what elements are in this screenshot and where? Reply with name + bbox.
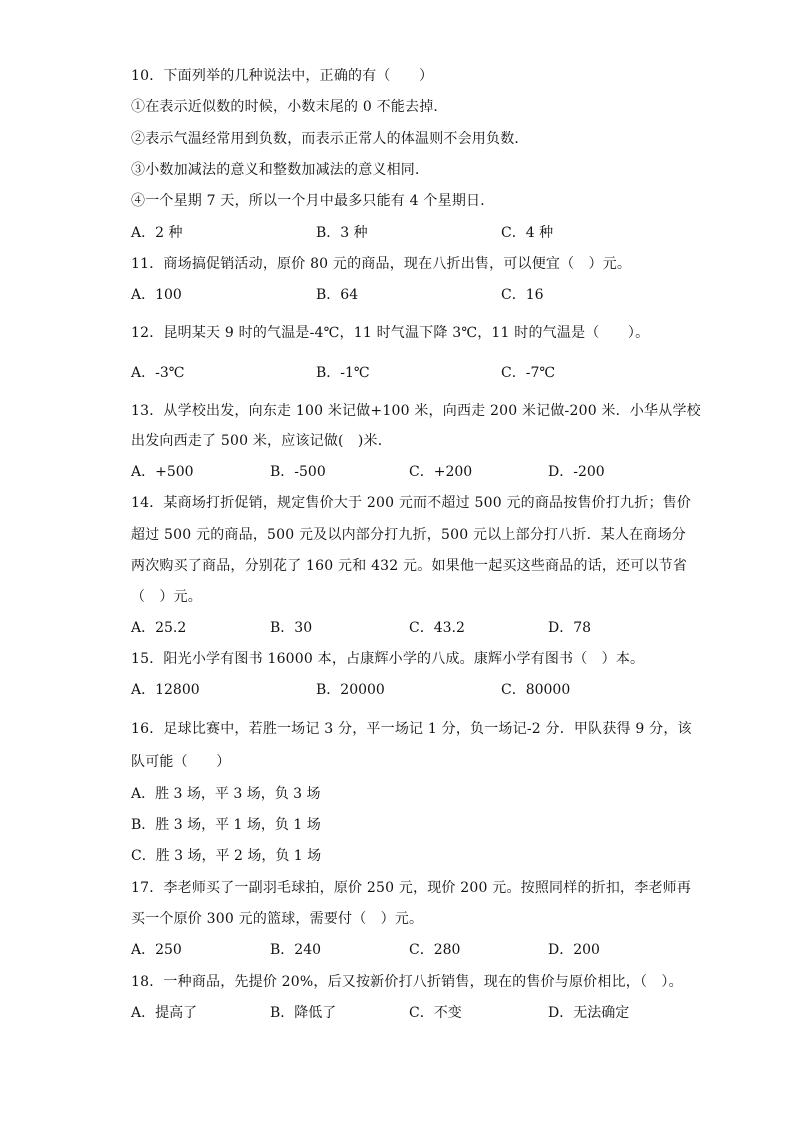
q14-line-4: （ ）元。 [131,589,202,605]
q10-statement-4: ④一个星期 7 天，所以一个月中最多只能有 4 个星期日． [131,193,495,209]
q12-option-a: A．-3℃ [131,365,185,381]
q13-option-d: D．-200 [548,464,605,480]
q14-option-a: A．25.2 [131,620,187,636]
q16-line-2: 队可能（ ） [131,754,231,770]
q18-option-a: A．提高了 [131,1005,198,1021]
q10-option-b: B．3 种 [316,225,368,241]
q17-option-c: C．280 [409,942,461,958]
q12-option-c: C．-7℃ [501,365,556,381]
q12-stem: 12．昆明某天 9 时的气温是-4℃，11 时气温下降 3℃，11 时的气温是（ ）。 [131,325,650,341]
q11-option-c: C．16 [501,287,544,303]
q18-option-b: B．降低了 [270,1005,337,1021]
q18-option-c: C．不变 [409,1005,462,1021]
q18-stem: 18．一种商品，先提价 20%，后又按新价打八折销售，现在的售价与原价相比，（ ）。 [131,974,683,990]
q17-line-2: 买一个原价 300 元的篮球，需要付（ ）元。 [131,911,424,927]
q14-option-c: C．43.2 [409,620,465,636]
q16-option-a: A．胜 3 场，平 3 场，负 3 场 [131,786,321,802]
q11-option-a: A．100 [131,287,182,303]
q14-option-d: D．78 [548,620,592,636]
q18-option-d: D．无法确定 [548,1005,630,1021]
q13-option-c: C．+200 [409,464,473,480]
q11-option-b: B．64 [316,287,359,303]
q14-line-1: 14．某商场打折促销，规定售价大于 200 元而不超过 500 元的商品按售价打九折；售价 [131,495,692,511]
q13-line-2: 出发向西走了 500 米，应该记做( )米． [131,433,392,449]
q10-statement-1: ①在表示近似数的时候，小数末尾的 0 不能去掉． [131,99,448,115]
q16-line-1: 16．足球比赛中，若胜一场记 3 分，平一场记 1 分，负一场记-2 分．甲队获得 9 分，该 [131,721,692,737]
q13-option-b: B．-500 [270,464,326,480]
q10-statement-2: ②表示气温经常用到负数，而表示正常人的体温则不会用负数． [131,131,529,147]
q14-line-3: 两次购买了商品，分别花了 160 元和 432 元。如果他一起买这些商品的话，还可以节省 [131,558,688,574]
q11-stem: 11．商场搞促销活动，原价 80 元的商品，现在八折出售，可以便宜（ ）元。 [131,256,632,272]
q14-option-b: B．30 [270,620,313,636]
q16-option-b: B．胜 3 场，平 1 场，负 1 场 [131,817,321,833]
q17-option-b: B．240 [270,942,322,958]
q14-line-2: 超过 500 元的商品，500 元及以内部分打九折，500 元以上部分打八折．某人在商场分 [131,527,686,543]
q15-option-c: C．80000 [501,682,571,698]
q15-option-a: A．12800 [131,682,200,698]
q16-option-c: C．胜 3 场，平 2 场，负 1 场 [131,848,322,864]
q17-option-a: A．250 [131,942,182,958]
q12-option-b: B．-1℃ [316,365,370,381]
q17-line-1: 17．李老师买了一副羽毛球拍，原价 250 元，现价 200 元。按照同样的折扣，李老师再 [131,880,692,896]
q15-stem: 15．阳光小学有图书 16000 本，占康辉小学的八成。康辉小学有图书（ ）本。 [131,651,645,667]
q15-option-b: B．20000 [316,682,385,698]
q13-line-1: 13．从学校出发，向东走 100 米记做+100 米，向西走 200 米记做-200 米．小华从学校 [131,403,701,419]
q17-option-d: D．200 [548,942,600,958]
q10-statement-3: ③小数加减法的意义和整数加减法的意义相同． [131,162,430,178]
q13-option-a: A．+500 [131,464,194,480]
q10-option-c: C．4 种 [501,225,554,241]
q10-stem: 10．下面列举的几种说法中，正确的有（ ） [131,68,434,84]
q10-option-a: A．2 种 [131,225,183,241]
